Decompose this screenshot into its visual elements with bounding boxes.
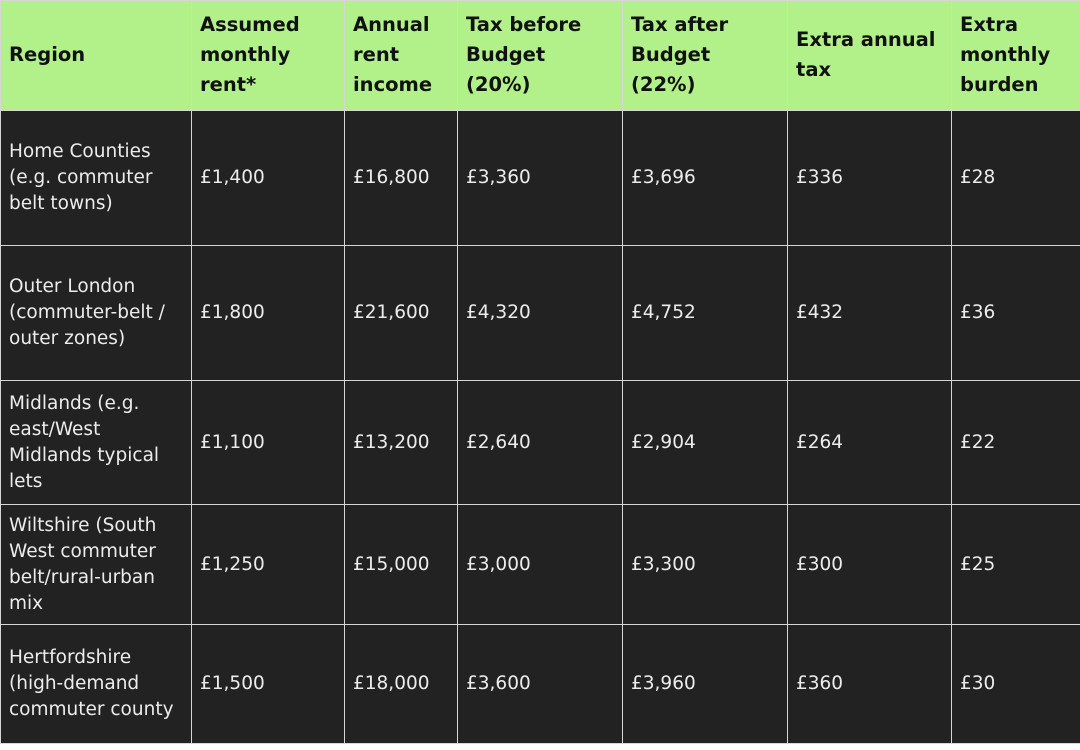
cell-tax-before: £2,640 <box>458 381 623 505</box>
cell-monthly-rent: £1,500 <box>192 625 345 744</box>
header-row <box>1 1 1080 111</box>
cell-tax-before: £3,000 <box>458 505 623 625</box>
cell-region: Wiltshire (South West commuter belt/rural-urban mix <box>1 505 192 625</box>
cell-tax-after: £3,300 <box>623 505 788 625</box>
cell-region: Midlands (e.g. east/West Midlands typical lets <box>1 381 192 505</box>
cell-region: Hertfordshire (high-demand commuter county <box>1 625 192 744</box>
cell-monthly-rent: £1,400 <box>192 111 345 246</box>
table-row <box>1 246 1080 381</box>
header-assumed-monthly-rent: Assumed monthly rent* <box>192 1 345 111</box>
cell-tax-before: £3,360 <box>458 111 623 246</box>
cell-extra-annual: £264 <box>788 381 952 505</box>
cell-region: Outer London (commuter-belt / outer zones) <box>1 246 192 381</box>
header-annual-rent-income: Annual rent income <box>345 1 458 111</box>
table-row <box>1 505 1080 625</box>
header-extra-annual-tax: Extra annual tax <box>788 1 952 111</box>
cell-tax-after: £4,752 <box>623 246 788 381</box>
cell-tax-after: £3,696 <box>623 111 788 246</box>
table-row <box>1 625 1080 744</box>
cell-monthly-rent: £1,250 <box>192 505 345 625</box>
cell-tax-before: £3,600 <box>458 625 623 744</box>
cell-extra-monthly: £25 <box>952 505 1080 625</box>
cell-annual-income: £18,000 <box>345 625 458 744</box>
cell-extra-annual: £432 <box>788 246 952 381</box>
cell-region: Home Counties (e.g. commuter belt towns) <box>1 111 192 246</box>
cell-extra-annual: £360 <box>788 625 952 744</box>
table-row <box>1 111 1080 246</box>
header-tax-before-budget: Tax before Budget (20%) <box>458 1 623 111</box>
cell-extra-monthly: £36 <box>952 246 1080 381</box>
cell-monthly-rent: £1,100 <box>192 381 345 505</box>
cell-extra-monthly: £30 <box>952 625 1080 744</box>
cell-annual-income: £21,600 <box>345 246 458 381</box>
cell-annual-income: £13,200 <box>345 381 458 505</box>
cell-extra-monthly: £28 <box>952 111 1080 246</box>
header-region: Region <box>1 1 192 111</box>
header-extra-monthly-burden: Extra monthly burden <box>952 1 1080 111</box>
cell-extra-annual: £336 <box>788 111 952 246</box>
table-header <box>1 1 1080 111</box>
table-body <box>1 111 1080 744</box>
header-tax-after-budget: Tax after Budget (22%) <box>623 1 788 111</box>
cell-tax-after: £3,960 <box>623 625 788 744</box>
cell-tax-after: £2,904 <box>623 381 788 505</box>
cell-annual-income: £16,800 <box>345 111 458 246</box>
cell-annual-income: £15,000 <box>345 505 458 625</box>
cell-extra-annual: £300 <box>788 505 952 625</box>
table-row <box>1 381 1080 505</box>
cell-monthly-rent: £1,800 <box>192 246 345 381</box>
cell-extra-monthly: £22 <box>952 381 1080 505</box>
cell-tax-before: £4,320 <box>458 246 623 381</box>
